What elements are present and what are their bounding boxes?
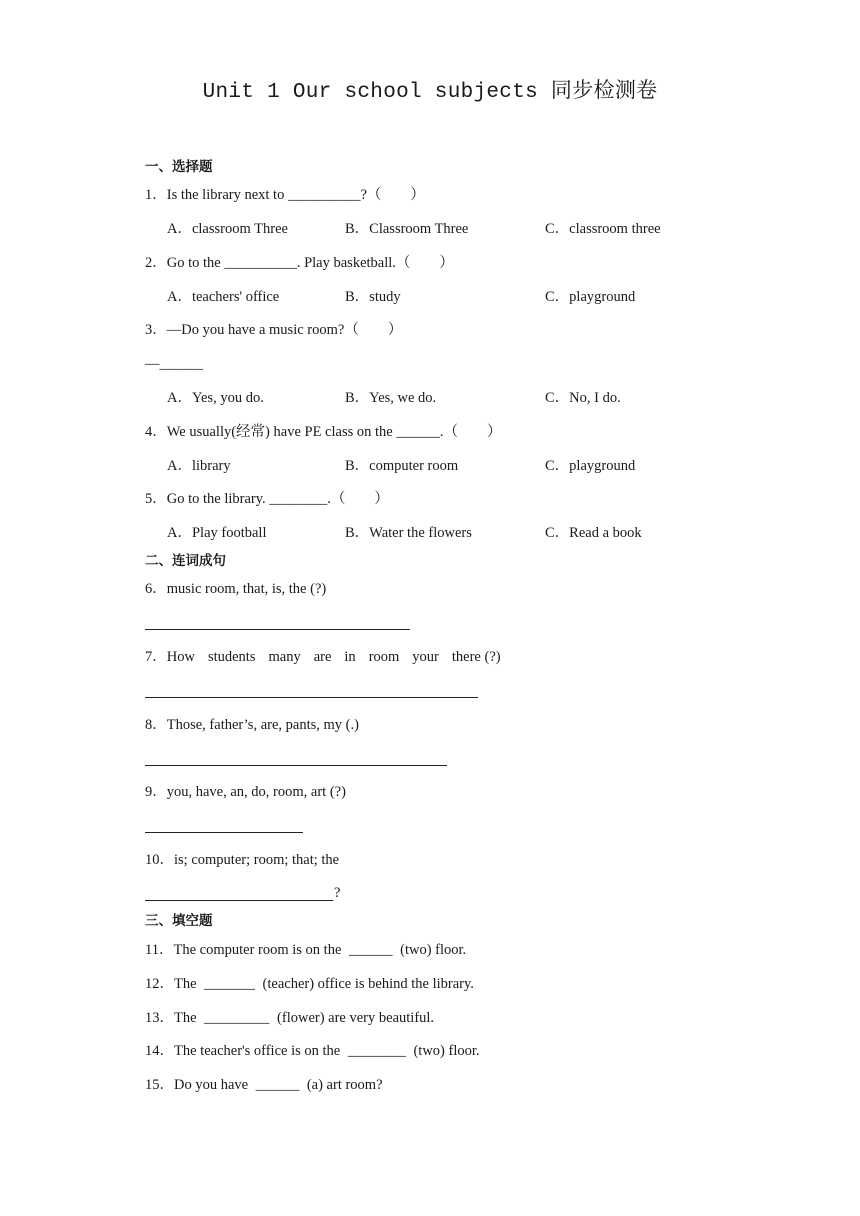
question-10 xyxy=(145,851,339,869)
question-14-blank: ________ xyxy=(347,1043,406,1059)
section-heading-choice: 一、选择题 xyxy=(145,159,213,175)
question-2-option-c: C．playground xyxy=(545,289,636,305)
question-2-option-a: A．teachers' office xyxy=(167,289,280,305)
answer-line-10 xyxy=(145,900,333,901)
question-5-stem: 5．Go to the library. ________.（ ） xyxy=(145,491,389,507)
answer-line-7 xyxy=(145,697,478,698)
question-12-blank: _______ xyxy=(204,976,255,992)
question-13-number: 13． xyxy=(145,1010,174,1026)
question-1-option-c: C．classroom three xyxy=(545,221,661,237)
question-11-text-after: (two) floor. xyxy=(400,942,467,958)
question-7-word: your xyxy=(412,649,439,665)
question-14-number: 14． xyxy=(145,1043,174,1059)
question-5-option-c: C．Read a book xyxy=(545,525,642,541)
section-heading-fill: 三、填空题 xyxy=(145,913,213,929)
question-5-option-b: B．Water the flowers xyxy=(345,525,472,541)
question-7-number: 7． xyxy=(145,649,167,665)
question-13-blank: _________ xyxy=(204,1010,270,1026)
question-3-stem: 3．—Do you have a music room?（ ） xyxy=(145,322,403,338)
question-9 xyxy=(145,783,346,801)
question-6-words: music room, that, is, the (?) xyxy=(166,581,327,597)
question-8 xyxy=(145,716,359,734)
question-4-stem: 4．We usually(经常) have PE class on the ______.（ ） xyxy=(145,424,502,440)
question-14-text-before: The teacher's office is on the xyxy=(174,1043,341,1059)
question-15-blank: ______ xyxy=(255,1077,300,1093)
question-4-option-a: A．library xyxy=(167,458,231,474)
question-4-option-b: B．computer room xyxy=(345,458,459,474)
question-12-number: 12． xyxy=(145,976,174,992)
question-14-text-after: (two) floor. xyxy=(413,1043,480,1059)
answer-line-8 xyxy=(145,765,447,766)
question-7-word: students xyxy=(207,649,256,665)
question-7-word: room xyxy=(368,649,400,665)
question-15-text-after: (a) art room? xyxy=(306,1077,383,1093)
question-1-option-a: A．classroom Three xyxy=(167,221,288,237)
question-7-word: many xyxy=(268,649,301,665)
question-11-text-before: The computer room is on the xyxy=(173,942,342,958)
question-15-number: 15． xyxy=(145,1077,174,1093)
question-1-stem: 1．Is the library next to __________?（ ） xyxy=(145,187,425,203)
question-7 xyxy=(145,648,501,666)
question-15 xyxy=(145,1076,383,1094)
question-1-option-b: B．Classroom Three xyxy=(345,221,469,237)
question-8-number: 8． xyxy=(145,717,167,733)
question-7-word: in xyxy=(344,649,356,665)
question-6-number: 6． xyxy=(145,581,167,597)
answer-line-6 xyxy=(145,629,410,630)
question-11 xyxy=(145,941,466,959)
page-title: Unit 1 Our school subjects 同步检测卷 xyxy=(202,81,658,104)
question-3-answer-line: —______ xyxy=(145,356,203,372)
question-11-blank: ______ xyxy=(349,942,393,958)
question-8-words: Those, father’s, are, pants, my (.) xyxy=(166,717,359,733)
question-14 xyxy=(145,1042,480,1060)
question-10-number: 10． xyxy=(145,852,174,868)
question-7-word: are xyxy=(313,649,332,665)
question-12-text-before: The xyxy=(174,976,197,992)
question-13 xyxy=(145,1009,434,1027)
question-9-words: you, have, an, do, room, art (?) xyxy=(166,784,346,800)
answer-line-10-suffix: ? xyxy=(334,885,341,901)
question-3-option-b: B．Yes, we do. xyxy=(345,390,437,406)
question-3-option-c: C．No, I do. xyxy=(545,390,621,406)
question-5-option-a: A．Play football xyxy=(167,525,267,541)
question-2-stem: 2．Go to the __________. Play basketball.（ ） xyxy=(145,255,454,271)
question-4-option-c: C．playground xyxy=(545,458,636,474)
question-10-words: is; computer; room; that; the xyxy=(174,852,340,868)
question-12 xyxy=(145,975,474,993)
question-7-word: How xyxy=(166,649,195,665)
question-15-text-before: Do you have xyxy=(174,1077,249,1093)
question-13-text-after: (flower) are very beautiful. xyxy=(277,1010,435,1026)
question-13-text-before: The xyxy=(174,1010,197,1026)
question-6 xyxy=(145,580,326,598)
question-3-option-a: A．Yes, you do. xyxy=(167,390,264,406)
question-9-number: 9． xyxy=(145,784,167,800)
question-11-number: 11． xyxy=(145,942,174,958)
answer-line-9 xyxy=(145,832,303,833)
question-7-word: there (?) xyxy=(451,649,501,665)
question-2-option-b: B．study xyxy=(345,289,401,305)
section-heading-reorder: 二、连词成句 xyxy=(145,553,226,569)
question-12-text-after: (teacher) office is behind the library. xyxy=(262,976,474,992)
